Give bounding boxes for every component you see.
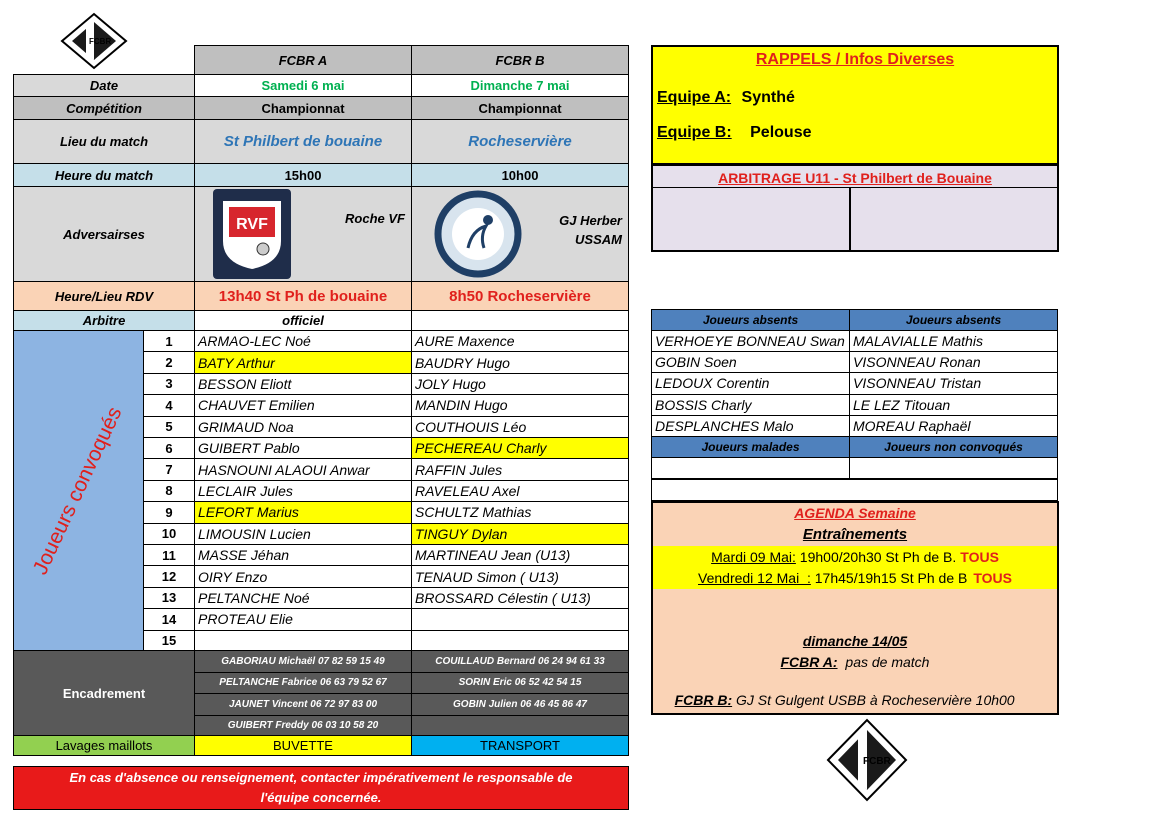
- team-b-competition: Championnat: [411, 96, 629, 120]
- player-team-a: LEFORT Marius: [194, 501, 412, 523]
- rappels-line2-label: Equipe B:: [657, 124, 732, 141]
- encadrement-a: JAUNET Vincent 06 72 97 83 00: [194, 693, 412, 716]
- contact-text: En cas d'absence ou renseignement, contacter impérativement le responsable de l'équipe concernée.: [69, 770, 573, 805]
- rappels-line2: [657, 124, 811, 142]
- player-team-b: BAUDRY Hugo: [411, 351, 629, 373]
- training-1-date: Mardi 09 Mai:: [711, 549, 796, 565]
- absent-player: VERHOEYE BONNEAU Swan: [651, 330, 850, 352]
- rappels-line1: [657, 89, 795, 107]
- player-number: 8: [143, 480, 195, 502]
- player-team-b: RAFFIN Jules: [411, 458, 629, 480]
- agenda-training-2: [653, 567, 1057, 589]
- team-b-adversaire-cell: [411, 186, 629, 282]
- label-encadrement: Encadrement: [13, 650, 195, 736]
- player-team-a: PELTANCHE Noé: [194, 587, 412, 609]
- encadrement-b: SORIN Eric 06 52 42 54 15: [411, 672, 629, 695]
- rappels-title: RAPPELS / Infos Diverses: [755, 51, 955, 68]
- player-team-a: PROTEAU Elie: [194, 608, 412, 630]
- malades-header: Joueurs malades: [651, 436, 850, 458]
- label-date: Date: [13, 74, 195, 97]
- roche-vf-logo: [213, 189, 291, 279]
- contact-banner: [13, 766, 629, 810]
- team-a-date: Samedi 6 mai: [194, 74, 412, 97]
- absents-header-2: Joueurs absents: [849, 309, 1058, 331]
- training-2-who: TOUS: [973, 570, 1012, 586]
- team-a-adversaire-cell: [194, 186, 412, 282]
- absent-player: VISONNEAU Ronan: [849, 351, 1058, 373]
- team-b-lieu: Rocheservière: [411, 119, 629, 164]
- player-team-b: TINGUY Dylan: [411, 523, 629, 545]
- training-2-info: 17h45/19h15 St Ph de B: [810, 570, 968, 586]
- player-team-a: OIRY Enzo: [194, 565, 412, 587]
- agenda-fcbr-b-label: FCBR B:: [674, 692, 733, 708]
- team-b-date: Dimanche 7 mai: [411, 74, 629, 97]
- player-number: 4: [143, 394, 195, 416]
- team-b-header: FCBR B: [411, 45, 629, 75]
- training-1-info: 19h00/20h30 St Ph de B.: [795, 549, 957, 565]
- agenda-fcbr-a-info: pas de match: [845, 654, 930, 670]
- transport: TRANSPORT: [411, 735, 629, 756]
- player-team-b: COUTHOUIS Léo: [411, 416, 629, 438]
- roche-vf-logo-text: RVF: [236, 216, 268, 233]
- absent-player: LEDOUX Corentin: [651, 372, 850, 394]
- player-team-b: BROSSARD Célestin ( U13): [411, 587, 629, 609]
- encadrement-b: COUILLAUD Bernard 06 24 94 61 33: [411, 650, 629, 673]
- team-a-lieu: St Philbert de bouaine: [194, 119, 412, 164]
- player-team-b: MANDIN Hugo: [411, 394, 629, 416]
- absent-player: MOREAU Raphaël: [849, 415, 1058, 437]
- absent-player: VISONNEAU Tristan: [849, 372, 1058, 394]
- team-a-competition: Championnat: [194, 96, 412, 120]
- team-a-arbitre: officiel: [194, 310, 412, 331]
- absent-player: BOSSIS Charly: [651, 394, 850, 416]
- player-number: 13: [143, 587, 195, 609]
- training-1-who: TOUS: [960, 549, 999, 565]
- label-joueurs: Joueurs convoqués: [29, 402, 127, 578]
- label-heure: Heure du match: [13, 163, 195, 187]
- player-number: 12: [143, 565, 195, 587]
- agenda-entrainements: Entraînements: [802, 526, 908, 543]
- agenda-fcbr-a: [653, 654, 1057, 670]
- non-convoques-header: Joueurs non convoqués: [849, 436, 1058, 458]
- player-number: 5: [143, 416, 195, 438]
- player-number: 7: [143, 458, 195, 480]
- player-number: 11: [143, 544, 195, 566]
- player-team-a: ARMAO-LEC Noé: [194, 330, 412, 352]
- player-team-a: LIMOUSIN Lucien: [194, 523, 412, 545]
- team-a-heure: 15h00: [194, 163, 412, 187]
- player-team-b: TENAUD Simon ( U13): [411, 565, 629, 587]
- arbitrage-title: ARBITRAGE U11 - St Philbert de Bouaine: [718, 170, 992, 186]
- player-team-a: CHAUVET Emilien: [194, 394, 412, 416]
- team-b-adversaire-line2: USSAM: [575, 232, 622, 247]
- player-number: 9: [143, 501, 195, 523]
- agenda-dimanche: dimanche 14/05: [802, 633, 908, 649]
- lavages-maillots: Lavages maillots: [13, 735, 195, 756]
- arbitrage-box: [651, 164, 1059, 252]
- team-b-arbitre: [411, 310, 629, 331]
- team-b-rdv: 8h50 Rocheservière: [411, 281, 629, 311]
- player-number: 2: [143, 351, 195, 373]
- team-b-heure: 10h00: [411, 163, 629, 187]
- agenda-box: [651, 501, 1059, 715]
- label-lieu: Lieu du match: [13, 119, 195, 164]
- agenda-fcbr-a-label: FCBR A:: [780, 654, 838, 670]
- club-logo-top: [56, 10, 132, 72]
- player-number: 6: [143, 437, 195, 459]
- arbitrage-divider-v: [849, 187, 851, 250]
- encadrement-a: GUIBERT Freddy 06 03 10 58 20: [194, 715, 412, 738]
- absents-header-1: Joueurs absents: [651, 309, 850, 331]
- player-team-a: GUIBERT Pablo: [194, 437, 412, 459]
- player-team-b: AURE Maxence: [411, 330, 629, 352]
- player-team-a: GRIMAUD Noa: [194, 416, 412, 438]
- encadrement-b: GOBIN Julien 06 46 45 86 47: [411, 693, 629, 716]
- rappels-line1-label: Equipe A:: [657, 89, 732, 106]
- label-adversaires: Adversairses: [13, 186, 195, 282]
- team-a-rdv: 13h40 St Ph de bouaine: [194, 281, 412, 311]
- player-team-b: [411, 630, 629, 652]
- player-team-b: [411, 608, 629, 630]
- absent-player: MALAVIALLE Mathis: [849, 330, 1058, 352]
- absent-player: GOBIN Soen: [651, 351, 850, 373]
- team-a-adversaire: Roche VF: [345, 211, 405, 226]
- player-number: 15: [143, 630, 195, 652]
- encadrement-a: PELTANCHE Fabrice 06 63 79 52 67: [194, 672, 412, 695]
- player-team-b: RAVELEAU Axel: [411, 480, 629, 502]
- buvette: BUVETTE: [194, 735, 412, 756]
- rappels-line1-value: Synthé: [741, 89, 795, 106]
- player-number: 1: [143, 330, 195, 352]
- encadrement-a: GABORIAU Michaël 07 82 59 15 49: [194, 650, 412, 673]
- malades-cell: [651, 457, 850, 479]
- player-team-a: BATY Arthur: [194, 351, 412, 373]
- player-team-b: PECHEREAU Charly: [411, 437, 629, 459]
- team-b-adversaire: [559, 211, 622, 249]
- rappels-line2-value: Pelouse: [750, 124, 812, 141]
- player-team-a: LECLAIR Jules: [194, 480, 412, 502]
- team-b-adversaire-line1: GJ Herber: [559, 213, 622, 228]
- label-competition: Compétition: [13, 96, 195, 120]
- player-team-a: BESSON Eliott: [194, 373, 412, 395]
- team-a-header: FCBR A: [194, 45, 412, 75]
- arbitrage-divider-h: [653, 187, 1057, 188]
- club-logo-bottom: [824, 716, 910, 804]
- player-team-b: MARTINEAU Jean (U13): [411, 544, 629, 566]
- player-team-a: HASNOUNI ALAOUI Anwar: [194, 458, 412, 480]
- player-number: 10: [143, 523, 195, 545]
- player-team-b: SCHULTZ Mathias: [411, 501, 629, 523]
- player-team-a: [194, 630, 412, 652]
- absents-blank-row: [651, 479, 1058, 501]
- player-team-a: MASSE Jéhan: [194, 544, 412, 566]
- label-joueurs-cell: [13, 330, 144, 651]
- agenda-training-1: [653, 546, 1057, 568]
- player-number: 3: [143, 373, 195, 395]
- label-arbitre: Arbitre: [13, 310, 195, 331]
- encadrement-b: [411, 715, 629, 738]
- label-rdv: Heure/Lieu RDV: [13, 281, 195, 311]
- logo-text: FCBR: [89, 37, 112, 46]
- agenda-title: AGENDA Semaine: [794, 505, 916, 521]
- player-team-b: JOLY Hugo: [411, 373, 629, 395]
- non-convoques-cell: [849, 457, 1058, 479]
- rappels-box: [651, 45, 1059, 165]
- agenda-fcbr-b-info: GJ St Gulgent USBB à Rocheservière 10h00: [732, 692, 1015, 708]
- logo-bottom-text: FCBR: [863, 756, 891, 767]
- absent-player: LE LEZ Titouan: [849, 394, 1058, 416]
- training-2-date: Vendredi 12 Mai :: [698, 570, 811, 586]
- player-number: 14: [143, 608, 195, 630]
- absent-player: DESPLANCHES Malo: [651, 415, 850, 437]
- gj-herber-logo: [428, 189, 528, 279]
